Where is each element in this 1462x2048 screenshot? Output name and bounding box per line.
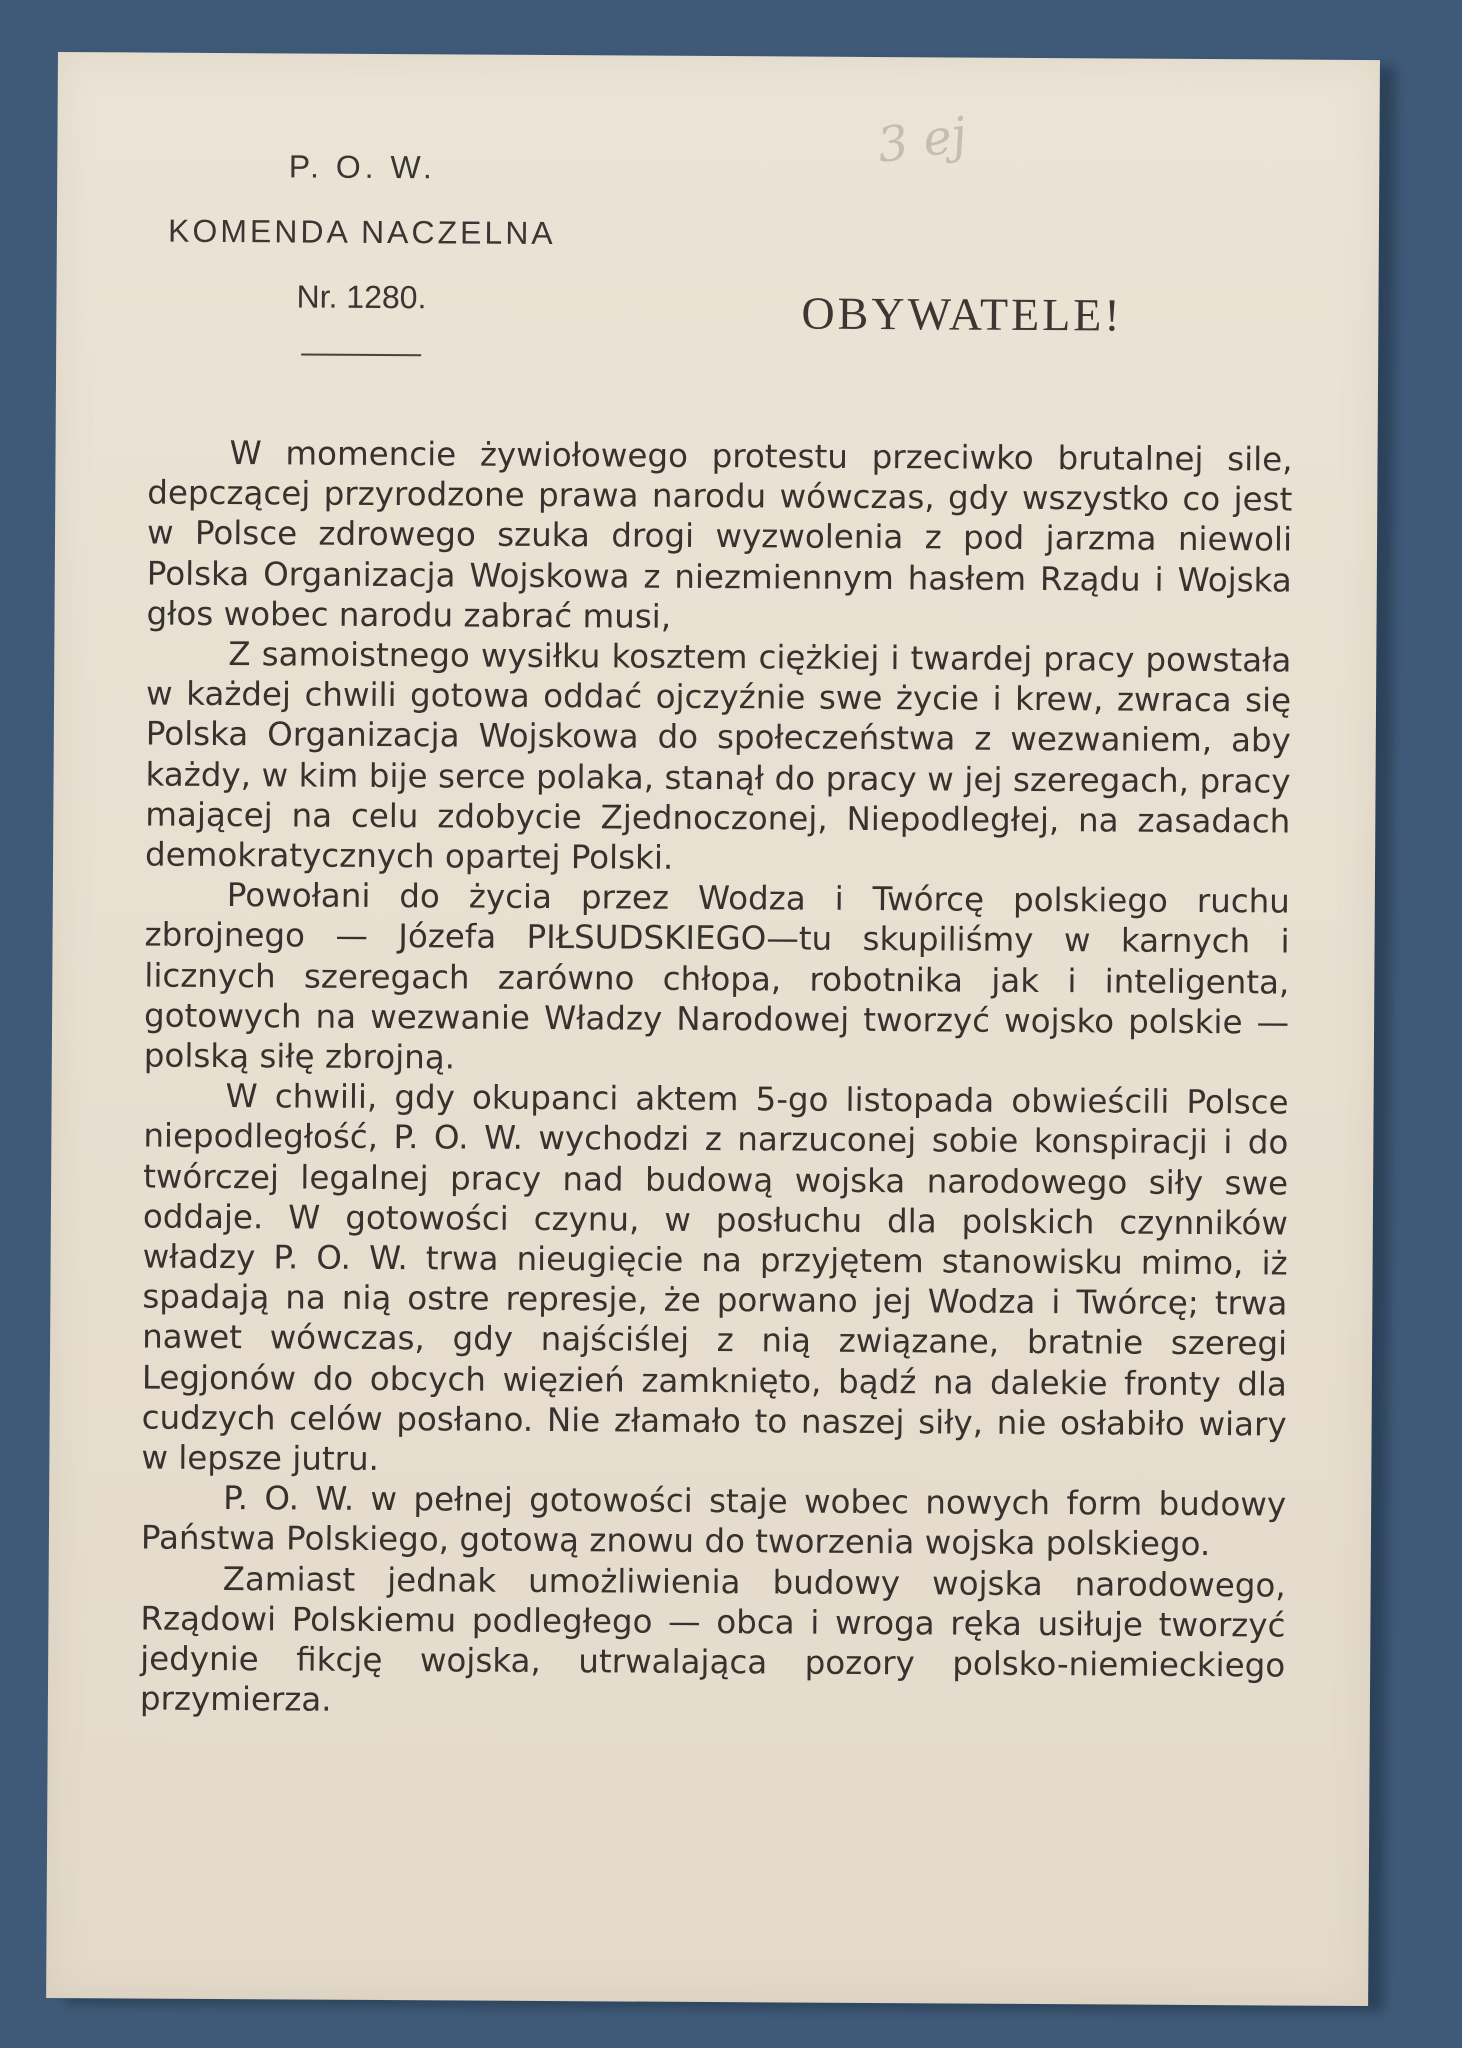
paragraph: Zamiast jednak umożliwienia budowy wojska narodowego, Rządowi Polskiemu podległego — obca i wroga ręka usiłuje tworzyć jedynie fikcję wojska, utrwalająca pozory polsko-niemieckiego przymierza.: [139, 1559, 1286, 1719]
document-heading: OBYWATELE!: [801, 287, 1123, 341]
paragraph: Z samoistnego wysiłku kosztem ciężkiej i twardej pracy powstała w każdej chwili gotowa oddać ojczyźnie swe życie i krew, zwraca się Polska Organizacja Wojskowa do społeczeństwa z wezwaniem, aby każdy, w kim bije serce polaka, stanął do pracy w jej szeregach, pracy mającej na celu zdobycie Zjednoczonej, Niepodległej, na zasadach demokratycznych opartej Polski.: [144, 635, 1292, 877]
document-sheet: [46, 52, 1380, 2006]
letterhead: [151, 148, 572, 358]
document-number: Nr. 1280.: [296, 278, 427, 316]
pencil-margin-note: 3 ej: [874, 106, 970, 174]
header-underline: [301, 353, 421, 356]
paragraph: W momencie żywiołowego protestu przeciwko brutalnej sile, depczącej przyrodzone prawa narodu wówczas, gdy wszystko co jest w Polsce zdrowego szuka drogi wyzwolenia z pod jarzma niewoli Polska Organizacja Wojskowa z niezmiennym hasłem Rządu i Wojska głos wobec narodu zabrać musi,: [146, 434, 1293, 636]
paragraph: P. O. W. w pełnej gotowości staje wobec nowych form budowy Państwa Polskiego, gotową znowu do tworzenia wojska polskiego.: [140, 1479, 1287, 1564]
paragraph: Powołani do życia przez Wodza i Twórcę polskiego ruchu zbrojnego — Józefa PIŁSUDSKIEGO—tu skupiliśmy w karnych i licznych szeregach zarówno chłopa, robotnika jak i inteligenta, gotowych na wezwanie Władzy Narodowej tworzyć wojsko polskie — polską siłę zbrojną.: [143, 876, 1290, 1077]
command-name: KOMENDA NACZELNA: [167, 212, 556, 252]
organization-abbreviation: P. O. W.: [288, 148, 436, 186]
paragraph: W chwili, gdy okupanci aktem 5-go listopada obwieścili Polsce niepodległość, P. O. W. wychodzi z narzuconej sobie konspiracji i do twórczej legalnej pracy nad budową wojska narodowego siły swe oddaje. W gotowości czynu, w posłuchu dla polskich czynników władzy P. O. W. trwa nieugięcie na przyjętem stanowisku mimo, iż spadają na nią ostre represje, że porwano jej Wodza i Twórcę; trwa nawet wówczas, gdy najściślej z nią związane, bratnie szeregi Legjonów do obcych więzień zamknięto, bądź na dalekie fronty dla cudzych celów posłano. Nie złamało to naszej siły, nie osłabiło wiary w lepsze jutru.: [141, 1077, 1289, 1479]
document-body: [140, 433, 1293, 1726]
